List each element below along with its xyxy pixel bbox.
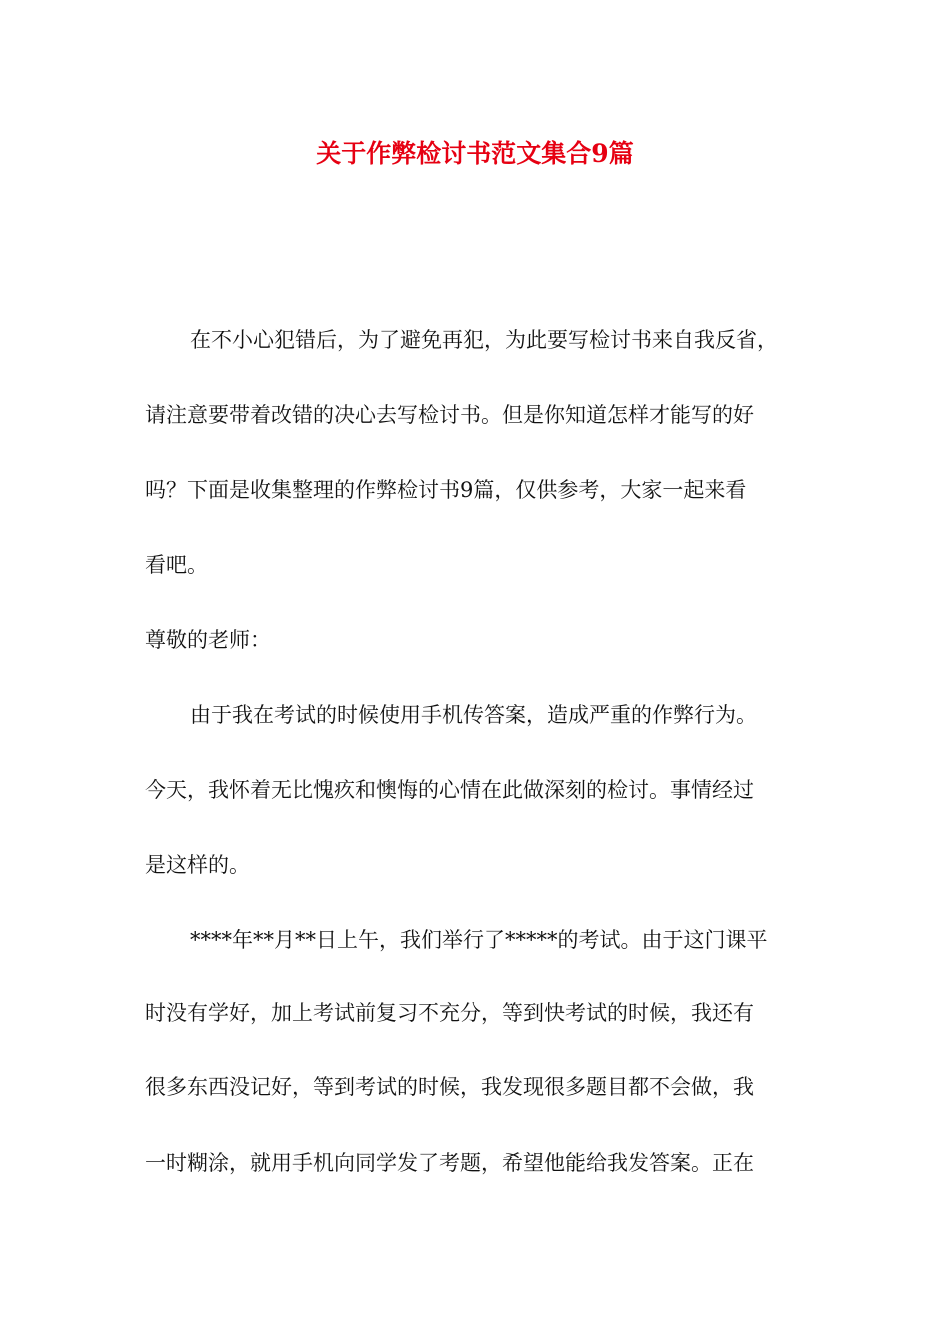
paragraph-line: 在不小心犯错后，为了避免再犯，为此要写检讨书来自我反省， bbox=[190, 328, 778, 352]
paragraph-line: 时没有学好，加上考试前复习不充分，等到快考试的时候，我还有 bbox=[145, 1001, 754, 1025]
paragraph-line: 由于我在考试的时候使用手机传答案，造成严重的作弊行为。 bbox=[190, 703, 757, 727]
paragraph-line: 请注意要带着改错的决心去写检讨书。但是你知道怎样才能写的好 bbox=[145, 403, 754, 427]
salutation: 尊敬的老师： bbox=[145, 628, 271, 652]
document-title: 关于作弊检讨书范文集合9篇 bbox=[316, 139, 634, 168]
paragraph-line: 吗？下面是收集整理的作弊检讨书9篇，仅供参考，大家一起来看 bbox=[145, 478, 747, 502]
paragraph-line: 一时糊涂，就用手机向同学发了考题，希望他能给我发答案。正在 bbox=[145, 1151, 754, 1175]
paragraph-line: ****年**月**日上午，我们举行了*****的考试。由于这门课平 bbox=[190, 928, 768, 952]
paragraph-line: 是这样的。 bbox=[145, 853, 250, 877]
paragraph-line: 今天，我怀着无比愧疚和懊悔的心情在此做深刻的检讨。事情经过 bbox=[145, 778, 754, 802]
paragraph-line: 很多东西没记好，等到考试的时候，我发现很多题目都不会做，我 bbox=[145, 1075, 754, 1099]
paragraph-line: 看吧。 bbox=[145, 553, 208, 577]
